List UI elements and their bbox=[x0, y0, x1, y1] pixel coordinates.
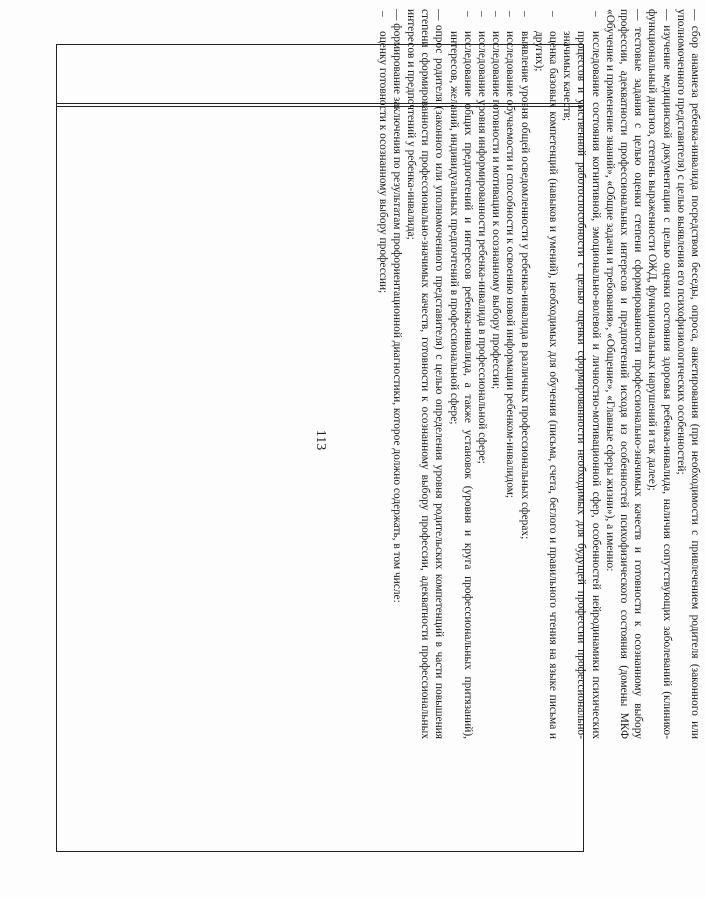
page-number: 113 bbox=[313, 429, 328, 451]
list-item: – выявление уровня общей осведомленности у ребенка-инвалида в различных профессиональных сферах; bbox=[517, 31, 531, 739]
list-item: – исследование обучаемости и способности к освоению новой информации ребенком-инвалидом; bbox=[503, 31, 517, 739]
list-item: – оценку готовности к осознанному выбору профессии; bbox=[375, 31, 389, 739]
list-item: – исследование общих предпочтений и интересов ребенка-инвалида, а также установок (уровня и круга профессиональных притязаний), интересов, желаний, индивидуальных предпочтений в профессиональной сфере; bbox=[446, 31, 474, 739]
list-item: – исследование готовности и мотивации к осознанному выбору профессии; bbox=[489, 31, 503, 739]
list-item: – исследование состояния когнитивной, эмоционально-волевой и личностно-мотивационной сфер, особенностей нейродинамики психических процессов и умственной работоспособности с целью оценки сформированности необходимых для будущей профессии профессионально-значимых качеств; bbox=[560, 31, 603, 739]
paragraph-test-tasks: — тестовые задания с целью оценки степени сформированности профессионально-значимых качеств и готовности к осознанному выбору профессии, адекватности профессиональных интересов и предпочтений исходя из особенностей психофизического состояния (домены МКФ «Обучение и применение знаний», «Общие задачи и требования», «Общение», «Главные сферы жизни»), а именно: bbox=[603, 9, 646, 739]
paragraph-parent-survey: — опрос родителя (законного или уполномоченного представителя) с целью определения уровня родительских компетенций в части повышения степени сформированности профессионально-значимых качеств, готовности к осознанному выбору профессии, адекватности профессиональных интересов и предпочтений у ребенка-инвалида; bbox=[404, 9, 447, 739]
paragraph-conclusion: — формирование заключения по результатам профориентационной диагностики, которое должно содержать, в том числе: bbox=[390, 9, 404, 739]
table-cell-content bbox=[182, 1, 706, 747]
paragraph-anamnesis: — сбор анамнеза ребенка-инвалида посредством беседы, опроса, анкетирования (при необходимости с привлечением родителя (законного или уполномоченного представителя) с целью выявления его психофизиологических особенностей; bbox=[674, 9, 702, 739]
list-item: – исследование уровня информированности ребенка-инвалида в профессиональной сфере; bbox=[475, 31, 489, 739]
list-item: – оценка базовых компетенций (навыков и умений), необходимых для обучения (письма, счета, беглого и правильного чтения на языке письма и других); bbox=[532, 31, 560, 739]
paragraph-medical-docs: — изучение медицинской документации с целью оценки состояния здоровья ребенка-инвалида, наличия сопутствующих заболеваний (клинико-функциональный диагноз, степень выраженности ОЖД, функциональных нарушений и так далее); bbox=[645, 9, 673, 739]
conclusion-list bbox=[375, 9, 389, 739]
test-tasks-list bbox=[446, 9, 602, 739]
